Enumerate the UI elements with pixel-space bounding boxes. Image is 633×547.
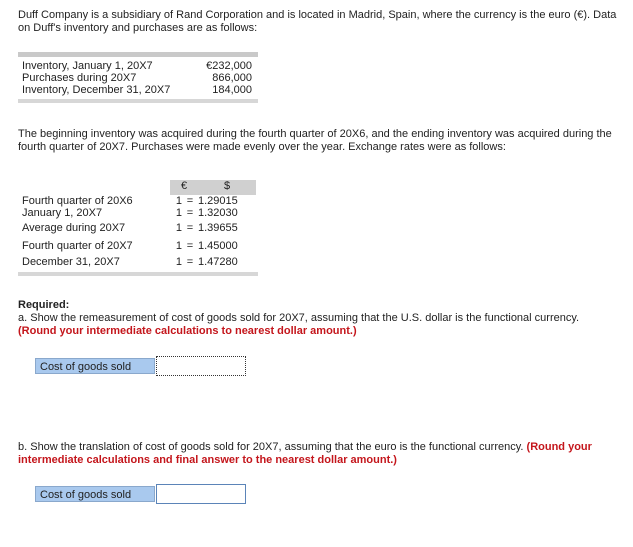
inventory-label: Inventory, January 1, 20X7 (22, 60, 153, 72)
rate-usd: 1.29015 (198, 195, 238, 207)
rates-header-row (18, 180, 256, 192)
part-a-row-label: Cost of goods sold (35, 358, 155, 374)
part-a-note: (Round your intermediate calculations to nearest dollar amount.) (18, 325, 357, 337)
rate-eq: = (186, 256, 194, 268)
rates-table (18, 180, 256, 268)
table-bottom-bar (18, 272, 258, 276)
rate-eur: 1 (175, 195, 182, 207)
part-b-text (18, 441, 618, 467)
inventory-value: 866,000 (212, 72, 252, 84)
rate-eur: 1 (175, 207, 182, 219)
table-row (22, 60, 252, 72)
rate-eur: 1 (175, 256, 182, 268)
table-row (22, 72, 252, 84)
table-row (18, 240, 256, 252)
exchange-intro-text: The beginning inventory was acquired during the fourth quarter of 20X6, and the ending inventory was acquired during the fourth quarter of 20X7. Purchases were made evenly over the year. Exchange rates were as follows: (18, 128, 612, 153)
header-dollar: $ (198, 180, 256, 192)
part-b-note: (Round your intermediate calculations and final answer to the nearest dollar amount.) (18, 441, 592, 466)
rates-table-wrap (18, 180, 258, 276)
rate-label: January 1, 20X7 (22, 207, 103, 219)
part-a-question: a. Show the remeasurement of cost of goods sold for 20X7, assuming that the U.S. dollar is the functional currency. (18, 312, 580, 324)
part-a-text (18, 312, 618, 338)
rate-eq: = (186, 240, 194, 252)
required-heading: Required: (18, 299, 70, 311)
intro-text: Duff Company is a subsidiary of Rand Corporation and is located in Madrid, Spain, where the currency is the euro (€). Data on Duff's inventory and purchases are as follows: (18, 9, 617, 34)
table-top-bar (18, 52, 258, 57)
header-euro: € (170, 180, 198, 192)
part-b-row-label: Cost of goods sold (35, 486, 155, 502)
inventory-table-wrap (18, 52, 258, 103)
table-row (18, 207, 256, 219)
rate-label: December 31, 20X7 (22, 256, 120, 268)
rate-label: Fourth quarter of 20X7 (22, 240, 133, 252)
rate-eq: = (186, 222, 194, 234)
rate-eq: = (186, 195, 194, 207)
table-row (18, 195, 256, 207)
rate-eq: = (186, 207, 194, 219)
table-row (18, 222, 256, 234)
inventory-label: Inventory, December 31, 20X7 (22, 84, 171, 96)
inventory-value: 184,000 (212, 84, 252, 96)
part-a-cogs-input[interactable] (156, 356, 246, 376)
rate-usd: 1.47280 (198, 256, 238, 268)
rate-usd: 1.32030 (198, 207, 238, 219)
part-b-cogs-input[interactable] (156, 484, 246, 504)
rate-label: Fourth quarter of 20X6 (22, 195, 133, 207)
rate-usd: 1.39655 (198, 222, 238, 234)
table-row (22, 84, 252, 96)
inventory-table (22, 60, 252, 96)
rate-usd: 1.45000 (198, 240, 238, 252)
table-bottom-bar (18, 99, 258, 103)
inventory-label: Purchases during 20X7 (22, 72, 137, 84)
table-row (18, 256, 256, 268)
rate-eur: 1 (175, 240, 182, 252)
inventory-value: €232,000 (206, 60, 252, 72)
rate-eur: 1 (175, 222, 182, 234)
part-b-question: b. Show the translation of cost of goods sold for 20X7, assuming that the euro is the functional currency. (18, 441, 524, 453)
rate-label: Average during 20X7 (22, 222, 126, 234)
